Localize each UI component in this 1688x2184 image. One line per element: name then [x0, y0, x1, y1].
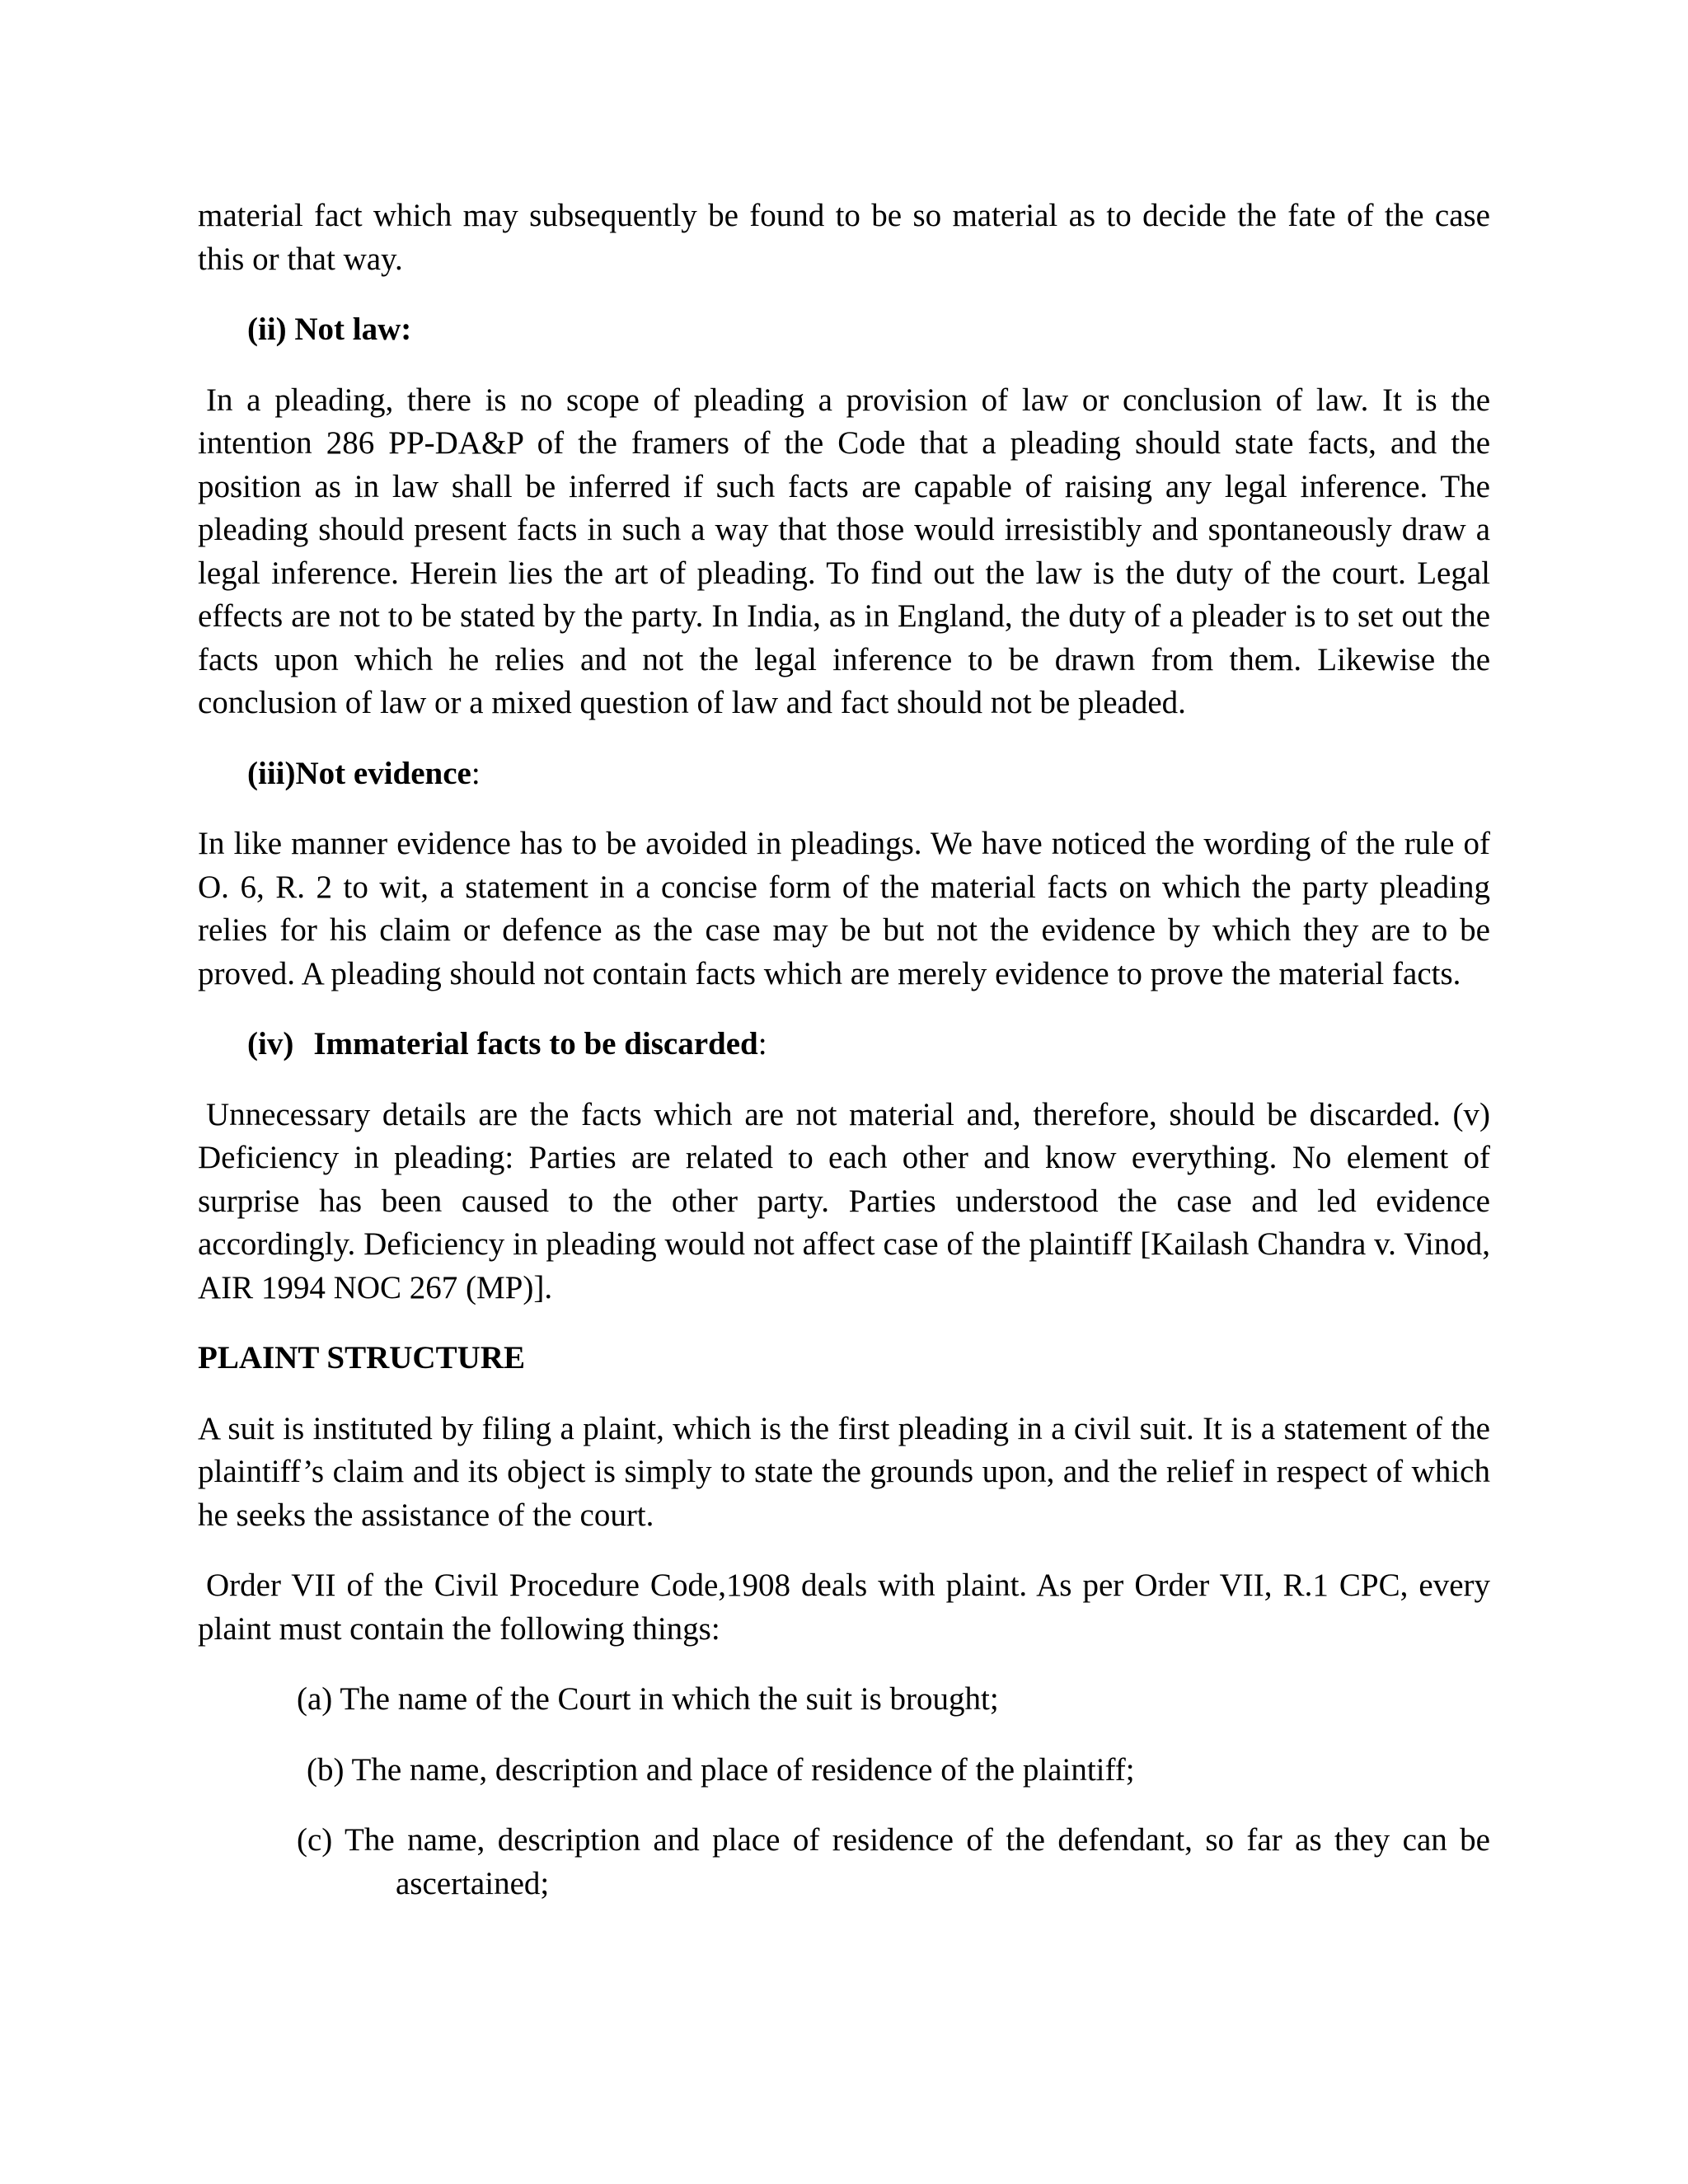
subheading-not-evidence — [247, 752, 1490, 796]
paragraph-continuation: material fact which may subsequently be found to be so material as to decide the fate of the case this or that way. — [198, 198, 1490, 277]
heading-plaint-structure: PLAINT STRUCTURE — [198, 1340, 525, 1376]
subheading-immaterial-title: Immaterial facts to be discarded — [313, 1026, 758, 1062]
list-item-a: (a) The name of the Court in which the suit is brought; — [297, 1681, 999, 1717]
list-item-b: (b) The name, description and place of residence of the plaintiff; — [307, 1751, 1135, 1788]
paragraph-suit-instituted: A suit is instituted by filing a plaint, which is the first pleading in a civil suit. It is a statement of the plaintiff’s claim and its object is simply to state the grounds upon, and the relief in respect of which he seeks the assistance of the court. — [198, 1410, 1490, 1533]
paragraph-order-vii: Order VII of the Civil Procedure Code,1908 deals with plaint. As per Order VII, R.1 CPC, every plaint must contain the following things: — [198, 1568, 1490, 1647]
subheading-not-evidence-colon: : — [471, 755, 481, 791]
list-item-c: (c) The name, description and place of residence of the defendant, so far as they can be ascertained; — [297, 1822, 1490, 1901]
subheading-immaterial-colon: : — [757, 1026, 767, 1062]
subheading-not-law: (ii) Not law: — [247, 312, 412, 347]
subheading-not-evidence-title: (iii)Not evidence — [247, 755, 471, 791]
subheading-immaterial-facts — [247, 1023, 1490, 1066]
paragraph-immaterial-facts: Unnecessary details are the facts which are not material and, therefore, should be discarded. (v) Deficiency in pleading: Parties are related to each other and know everything. No element of surprise has been caused to the other party. Parties understood the case and led evidence accordingly. Deficiency in pleading would not affect case of the plaintiff [Kailash Chandra v. Vinod, AIR 1994 NOC 267 (MP)]. — [198, 1096, 1490, 1305]
paragraph-not-evidence: In like manner evidence has to be avoided in pleadings. We have noticed the wording of the rule of O. 6, R. 2 to wit, a statement in a concise form of the material facts on which the party pleading relies for his claim or defence as the case may be but not the evidence by which they are to be proved. A pleading should not contain facts which are merely evidence to prove the material facts. — [198, 826, 1490, 991]
document-page — [198, 194, 1490, 1933]
subheading-immaterial-number: (iv) — [247, 1026, 294, 1062]
paragraph-not-law: In a pleading, there is no scope of pleading a provision of law or conclusion of law. It is the intention 286 PP-DA&P of the framers of the Code that a pleading should state facts, and the position as in law shall be inferred if such facts are capable of raising any legal inference. The pleading should present facts in such a way that those would irresistibly and spontaneously draw a legal inference. Herein lies the art of pleading. To find out the law is the duty of the court. Legal effects are not to be stated by the party. In India, as in England, the duty of a pleader is to set out the facts upon which he relies and not the legal inference to be drawn from them. Likewise the conclusion of law or a mixed question of law and fact should not be pleaded. — [198, 382, 1490, 720]
